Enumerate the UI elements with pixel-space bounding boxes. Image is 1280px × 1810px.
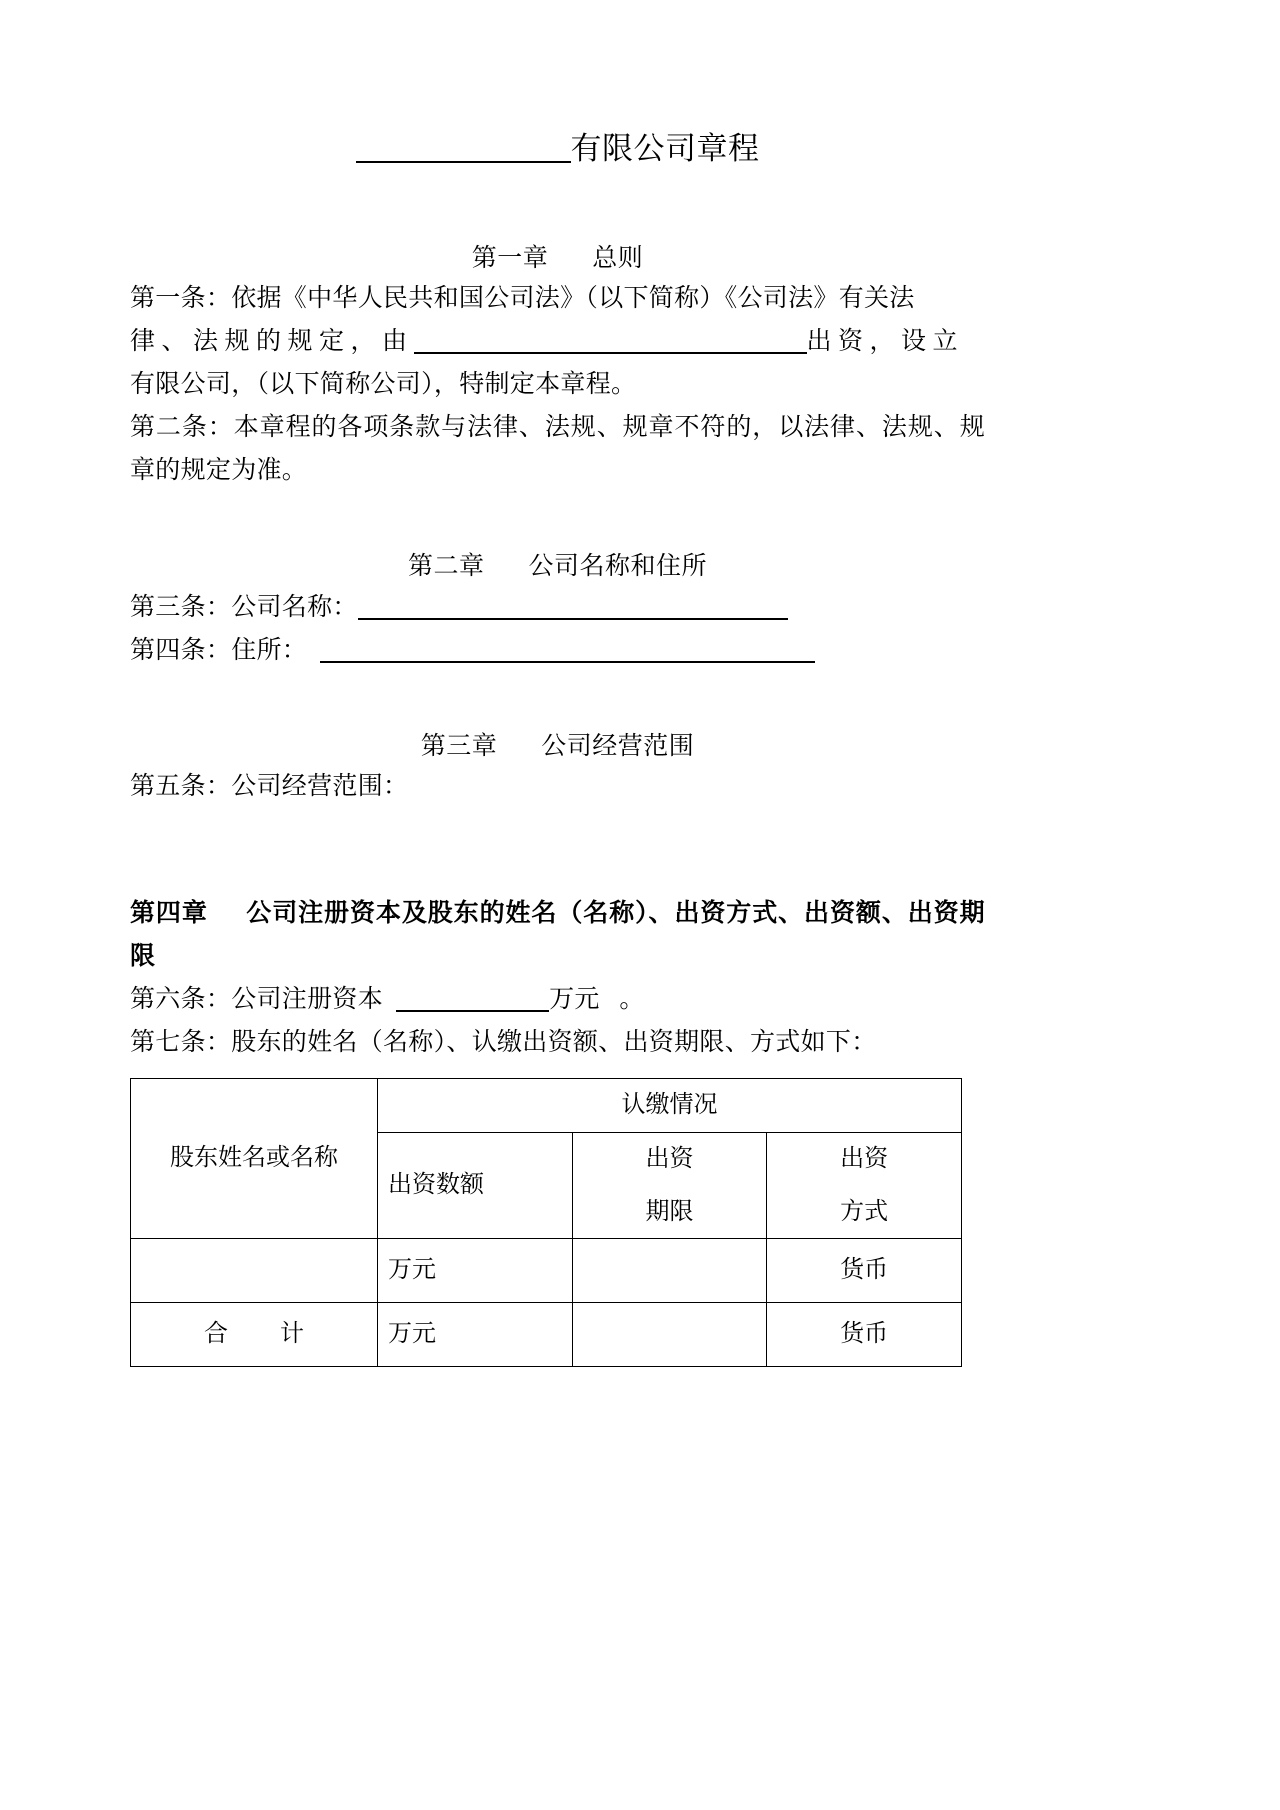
- row-amount[interactable]: 万元: [378, 1239, 573, 1303]
- chapter-1-number: 第一章: [471, 244, 549, 272]
- chapter-4-name: 公司注册资本及股东的姓名（名称）、出资方式、出资额、出资期限: [130, 900, 985, 971]
- registered-capital-blank[interactable]: [396, 1010, 549, 1012]
- article-6: [130, 978, 985, 1021]
- row-total-term[interactable]: [572, 1303, 767, 1367]
- spacer: [130, 672, 985, 728]
- chapter-heading-1: [130, 240, 985, 278]
- table-row[interactable]: [131, 1239, 962, 1303]
- article-4-label: 第四条：住所：: [130, 636, 308, 664]
- table-header-shareholder-name: 股东姓名或名称: [131, 1079, 378, 1239]
- row-method[interactable]: 货币: [767, 1239, 962, 1303]
- founder-name-blank[interactable]: [414, 352, 807, 354]
- table-header-method: [767, 1133, 962, 1239]
- company-name-blank[interactable]: [356, 161, 571, 163]
- article-1-text-3: 出资，设立: [806, 328, 965, 356]
- spacer: [130, 492, 985, 548]
- shareholder-contribution-table: [130, 1078, 962, 1367]
- article-4: [130, 629, 985, 672]
- article-1-line-3: [130, 363, 985, 406]
- chapter-heading-3: [130, 728, 985, 766]
- row-total-amount[interactable]: 万元: [378, 1303, 573, 1367]
- chapter-heading-4: [130, 892, 985, 978]
- chapter-heading-2: [130, 548, 985, 586]
- table-header-group-row: [131, 1079, 962, 1133]
- article-3: [130, 586, 985, 629]
- company-address-blank[interactable]: [320, 661, 815, 663]
- table-header-term: [572, 1133, 767, 1239]
- chapter-3-name: 公司经营范围: [541, 732, 695, 760]
- article-5: 第五条：公司经营范围：: [130, 773, 409, 801]
- article-1-text-1: 第一条：依据《中华人民共和国公司法》（以下简称）《公司法》有关法: [130, 285, 915, 313]
- table-header-term-line2: 期限: [645, 1198, 694, 1225]
- row-total-label: 合 计: [131, 1303, 378, 1367]
- document-body: [130, 0, 985, 1367]
- spacer: [130, 808, 985, 892]
- chapter-4-number: 第四章: [130, 900, 208, 928]
- table-header-amount: 出资数额: [378, 1133, 573, 1239]
- chapter-2-name: 公司名称和住所: [528, 553, 708, 581]
- table-header-term-line1: 出资: [645, 1145, 694, 1172]
- table-row-total[interactable]: [131, 1303, 962, 1367]
- article-6-label: 第六条：公司注册资本: [130, 986, 384, 1014]
- row-total-method[interactable]: 货币: [767, 1303, 962, 1367]
- document-title: [130, 128, 985, 170]
- article-6-unit: 万元: [549, 986, 600, 1014]
- company-name-field-blank[interactable]: [358, 618, 788, 620]
- chapter-2-number: 第二章: [407, 553, 485, 581]
- article-6-end: 。: [619, 986, 645, 1014]
- row-shareholder-name[interactable]: [131, 1239, 378, 1303]
- article-7: 第七条：股东的姓名（名称）、认缴出资额、出资期限、方式如下：: [130, 1029, 877, 1057]
- document-title-text: 有限公司章程: [570, 131, 760, 166]
- table-header-method-line2: 方式: [840, 1198, 889, 1225]
- article-3-label: 第三条：公司名称：: [130, 593, 358, 621]
- chapter-1-name: 总则: [592, 244, 644, 272]
- table-header-subscription-group: 认缴情况: [378, 1079, 962, 1133]
- article-1-text-4: 有限公司，（以下简称公司），特制定本章程。: [130, 371, 637, 399]
- article-2: 第二条：本章程的各项条款与法律、法规、规章不符的，以法律、法规、规章的规定为准。: [130, 414, 985, 485]
- article-1-text-2: 律、法规的规定，由: [130, 328, 414, 356]
- article-1-line-1: [130, 277, 985, 320]
- chapter-3-number: 第三章: [420, 732, 498, 760]
- spacer: [130, 170, 985, 240]
- table-header-method-line1: 出资: [840, 1145, 889, 1172]
- article-1-line-2: [130, 320, 985, 363]
- row-term[interactable]: [572, 1239, 767, 1303]
